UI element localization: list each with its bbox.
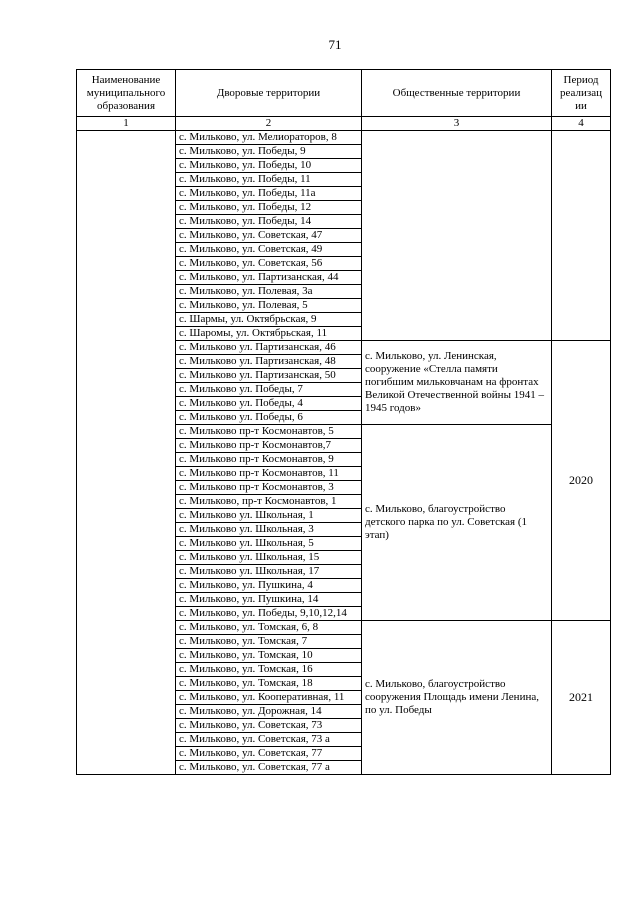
yard-territory: с. Мильково, ул. Партизанская, 44 xyxy=(176,271,362,285)
public-territory-stela: с. Мильково, ул. Ленинская, сооружение «Стелла памяти погибшим мильковчанам на фронтах Великой Отечественной войны 1941 – 1945 годов» xyxy=(362,341,552,425)
yard-territory: с. Мильково ул. Школьная, 17 xyxy=(176,565,362,579)
yard-territory: с. Мильково, ул. Советская, 49 xyxy=(176,243,362,257)
yard-territory: с. Мильково ул. Школьная, 3 xyxy=(176,523,362,537)
yard-territory: с. Мильково ул. Школьная, 1 xyxy=(176,509,362,523)
territories-table xyxy=(76,69,611,775)
column-number: 4 xyxy=(552,117,611,131)
yard-territory: с. Шармы, ул. Октябрьская, 9 xyxy=(176,313,362,327)
yard-territory: с. Мильково ул. Победы, 6 xyxy=(176,411,362,425)
yard-territory: с. Мильково пр-т Космонавтов, 11 xyxy=(176,467,362,481)
public-territory-square: с. Мильково, благоустройство сооружения Площадь имени Ленина, по ул. Победы xyxy=(362,621,552,775)
yard-territory: с. Мильково, ул. Победы, 9 xyxy=(176,145,362,159)
yard-territory: с. Мильково, ул. Полевая, 3а xyxy=(176,285,362,299)
yard-territory: с. Мильково, ул. Победы, 11а xyxy=(176,187,362,201)
header-yard-territories: Дворовые территории xyxy=(176,70,362,117)
yard-territory: с. Мильково, ул. Советская, 77 xyxy=(176,747,362,761)
yard-territory: с. Мильково, ул. Победы, 9,10,12,14 xyxy=(176,607,362,621)
yard-territory: с. Мильково ул. Школьная, 5 xyxy=(176,537,362,551)
yard-territory: с. Мильково, ул. Победы, 10 xyxy=(176,159,362,173)
yard-territory: с. Мильково, ул. Томская, 18 xyxy=(176,677,362,691)
yard-territory: с. Мильково ул. Победы, 7 xyxy=(176,383,362,397)
yard-territory: с. Мильково, ул. Томская, 7 xyxy=(176,635,362,649)
header-municipality: Наименование муниципального образования xyxy=(77,70,176,117)
yard-territory: с. Мильково, ул. Томская, 6, 8 xyxy=(176,621,362,635)
yard-territory: с. Мильково пр-т Космонавтов, 5 xyxy=(176,425,362,439)
yard-territory: с. Мильково, ул. Пушкина, 14 xyxy=(176,593,362,607)
yard-territory: с. Мильково, ул. Дорожная, 14 xyxy=(176,705,362,719)
yard-territory: с. Мильково, ул. Советская, 73 а xyxy=(176,733,362,747)
yard-territory: с. Мильково, ул. Победы, 11 xyxy=(176,173,362,187)
yard-territory: с. Мильково, ул. Мелиораторов, 8 xyxy=(176,131,362,145)
period-empty xyxy=(552,131,611,341)
yard-territory: с. Мильково, ул. Победы, 12 xyxy=(176,201,362,215)
period-2021: 2021 xyxy=(552,621,611,775)
yard-territory: с. Мильково, ул. Пушкина, 4 xyxy=(176,579,362,593)
yard-territory: с. Мильково пр-т Космонавтов, 3 xyxy=(176,481,362,495)
public-territory-park: с. Мильково, благоустройство детского парка по ул. Советская (1 этап) xyxy=(362,425,552,621)
period-2020: 2020 xyxy=(552,341,611,621)
yard-territory: с. Мильково, ул. Советская, 56 xyxy=(176,257,362,271)
yard-territory: с. Мильково ул. Партизанская, 50 xyxy=(176,369,362,383)
yard-territory: с. Мильково, ул. Советская, 77 а xyxy=(176,761,362,775)
yard-territory: с. Мильково ул. Партизанская, 48 xyxy=(176,355,362,369)
yard-territory: с. Мильково, ул. Победы, 14 xyxy=(176,215,362,229)
yard-territory: с. Мильково ул. Победы, 4 xyxy=(176,397,362,411)
municipality-cell xyxy=(77,131,176,775)
yard-territory: с. Мильково, ул. Советская, 73 xyxy=(176,719,362,733)
yard-territory: с. Мильково, ул. Томская, 10 xyxy=(176,649,362,663)
yard-territory: с. Мильково, ул. Кооперативная, 11 xyxy=(176,691,362,705)
yard-territory: с. Мильково пр-т Космонавтов, 9 xyxy=(176,453,362,467)
header-public-territories: Общественные территории xyxy=(362,70,552,117)
column-number: 3 xyxy=(362,117,552,131)
yard-territory: с. Мильково пр-т Космонавтов,7 xyxy=(176,439,362,453)
yard-territory: с. Мильково ул. Школьная, 15 xyxy=(176,551,362,565)
yard-territory: с. Мильково, ул. Советская, 47 xyxy=(176,229,362,243)
public-territory-empty xyxy=(362,131,552,341)
yard-territory: с. Мильково, ул. Полевая, 5 xyxy=(176,299,362,313)
yard-territory: с. Мильково, ул. Томская, 16 xyxy=(176,663,362,677)
column-number: 1 xyxy=(77,117,176,131)
yard-territory: с. Шаромы, ул. Октябрьская, 11 xyxy=(176,327,362,341)
column-number: 2 xyxy=(176,117,362,131)
yard-territory: с. Мильково ул. Партизанская, 46 xyxy=(176,341,362,355)
page-number: 71 xyxy=(328,37,342,52)
yard-territory: с. Мильково, пр-т Космонавтов, 1 xyxy=(176,495,362,509)
header-period: Период реализац ии xyxy=(552,70,611,117)
